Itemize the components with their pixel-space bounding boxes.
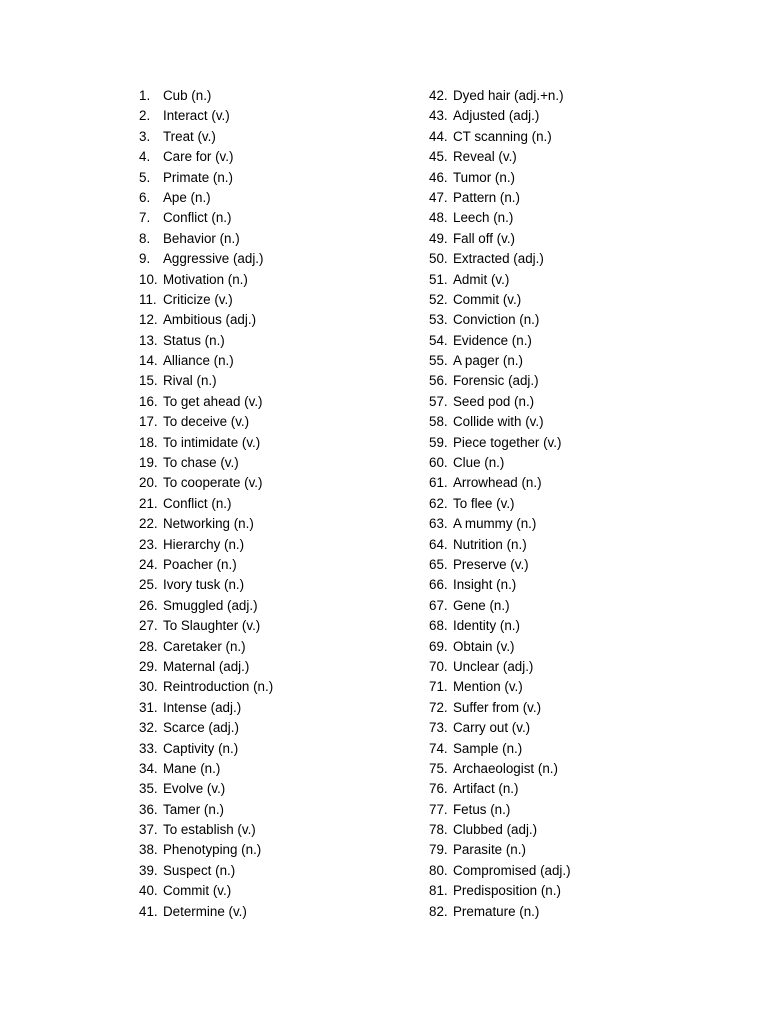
item-number: 50. — [429, 251, 448, 267]
item-term: Suspect (n.) — [163, 862, 236, 878]
vocabulary-item — [139, 433, 419, 453]
item-term: Conflict (n.) — [163, 210, 232, 226]
item-term: Carry out (v.) — [453, 720, 531, 736]
item-number: 68. — [429, 618, 448, 634]
item-number: 41. — [139, 903, 158, 919]
item-term: To get ahead (v.) — [163, 393, 263, 409]
vocabulary-item — [429, 718, 729, 738]
item-term: Collide with (v.) — [453, 414, 544, 430]
vocabulary-item — [429, 575, 729, 595]
vocabulary-item — [139, 229, 419, 249]
item-term: Archaeologist (n.) — [453, 760, 558, 776]
item-number: 20. — [139, 475, 158, 491]
item-term: A pager (n.) — [453, 353, 523, 369]
item-number: 16. — [139, 393, 158, 409]
item-term: Commit (v.) — [453, 291, 522, 307]
item-term: Evidence (n.) — [453, 332, 532, 348]
vocabulary-item — [139, 168, 419, 188]
item-term: Unclear (adj.) — [453, 658, 534, 674]
item-term: Mane (n.) — [163, 760, 221, 776]
vocabulary-item — [429, 229, 729, 249]
item-number: 38. — [139, 842, 158, 858]
item-number: 44. — [429, 128, 448, 144]
item-term: Tamer (n.) — [163, 801, 225, 817]
item-term: Poacher (n.) — [163, 556, 237, 572]
vocabulary-item — [429, 596, 729, 616]
item-number: 31. — [139, 699, 158, 715]
item-term: Evolve (v.) — [163, 781, 226, 797]
vocabulary-item — [139, 351, 419, 371]
item-term: Sample (n.) — [453, 740, 523, 756]
item-term: Fall off (v.) — [453, 230, 516, 246]
item-number: 82. — [429, 903, 448, 919]
vocabulary-item — [429, 188, 729, 208]
item-number: 22. — [139, 516, 158, 532]
item-term: To cooperate (v.) — [163, 475, 263, 491]
item-number: 47. — [429, 189, 448, 205]
item-number: 21. — [139, 495, 158, 511]
vocabulary-item — [429, 351, 729, 371]
vocabulary-item — [139, 494, 419, 514]
vocabulary-item — [139, 820, 419, 840]
vocabulary-item — [139, 637, 419, 657]
vocabulary-item — [429, 555, 729, 575]
vocabulary-item — [429, 331, 729, 351]
item-number: 7. — [139, 210, 151, 226]
item-term: Maternal (adj.) — [163, 658, 250, 674]
item-number: 12. — [139, 312, 158, 328]
item-number: 61. — [429, 475, 448, 491]
item-number: 28. — [139, 638, 158, 654]
item-number: 58. — [429, 414, 448, 430]
item-term: Ape (n.) — [163, 189, 211, 205]
item-term: Parasite (n.) — [453, 842, 526, 858]
item-number: 57. — [429, 393, 448, 409]
item-number: 62. — [429, 495, 448, 511]
item-number: 65. — [429, 556, 448, 572]
vocabulary-item — [429, 453, 729, 473]
vocabulary-item — [429, 494, 729, 514]
item-term: To deceive (v.) — [163, 414, 250, 430]
item-term: Conflict (n.) — [163, 495, 232, 511]
item-term: Seed pod (n.) — [453, 393, 535, 409]
vocabulary-item — [139, 535, 419, 555]
item-term: Arrowhead (n.) — [453, 475, 542, 491]
item-term: Determine (v.) — [163, 903, 247, 919]
vocabulary-item — [139, 840, 419, 860]
item-number: 49. — [429, 230, 448, 246]
item-number: 23. — [139, 536, 158, 552]
item-number: 9. — [139, 251, 151, 267]
vocabulary-item — [139, 881, 419, 901]
item-term: Treat (v.) — [163, 128, 216, 144]
item-term: To chase (v.) — [163, 455, 239, 471]
vocabulary-item — [139, 249, 419, 269]
vocabulary-item — [139, 392, 419, 412]
item-number: 35. — [139, 781, 158, 797]
item-term: Interact (v.) — [163, 108, 230, 124]
item-term: Ivory tusk (n.) — [163, 577, 245, 593]
item-number: 8. — [139, 230, 151, 246]
item-term: To intimidate (v.) — [163, 434, 261, 450]
vocabulary-item — [139, 290, 419, 310]
item-term: Predisposition (n.) — [453, 883, 561, 899]
vocabulary-item — [139, 596, 419, 616]
vocabulary-item — [429, 290, 729, 310]
item-number: 25. — [139, 577, 158, 593]
vocabulary-item — [429, 371, 729, 391]
vocabulary-item — [429, 759, 729, 779]
item-number: 77. — [429, 801, 448, 817]
vocabulary-item — [429, 392, 729, 412]
item-number: 76. — [429, 781, 448, 797]
item-number: 71. — [429, 679, 448, 695]
item-number: 59. — [429, 434, 448, 450]
item-term: Adjusted (adj.) — [453, 108, 540, 124]
item-number: 33. — [139, 740, 158, 756]
vocabulary-item — [139, 779, 419, 799]
vocabulary-item — [429, 514, 729, 534]
item-number: 55. — [429, 353, 448, 369]
item-term: Caretaker (n.) — [163, 638, 246, 654]
vocabulary-item — [139, 718, 419, 738]
item-number: 64. — [429, 536, 448, 552]
item-term: Rival (n.) — [163, 373, 217, 389]
vocabulary-item — [139, 371, 419, 391]
item-term: Obtain (v.) — [453, 638, 515, 654]
item-term: Networking (n.) — [163, 516, 254, 532]
item-term: Fetus (n.) — [453, 801, 511, 817]
item-term: Insight (n.) — [453, 577, 517, 593]
vocabulary-item — [429, 208, 729, 228]
item-term: To flee (v.) — [453, 495, 515, 511]
item-number: 26. — [139, 597, 158, 613]
item-number: 66. — [429, 577, 448, 593]
vocabulary-item — [429, 902, 729, 922]
vocabulary-item — [139, 147, 419, 167]
item-term: Care for (v.) — [163, 149, 234, 165]
item-term: Phenotyping (n.) — [163, 842, 262, 858]
vocabulary-item — [429, 412, 729, 432]
vocabulary-item — [139, 270, 419, 290]
item-term: Preserve (v.) — [453, 556, 529, 572]
vocabulary-item — [139, 861, 419, 881]
vocabulary-item — [429, 310, 729, 330]
item-number: 6. — [139, 189, 151, 205]
item-number: 39. — [139, 862, 158, 878]
item-number: 2. — [139, 108, 151, 124]
item-number: 14. — [139, 353, 158, 369]
item-number: 81. — [429, 883, 448, 899]
vocabulary-item — [139, 555, 419, 575]
item-term: Forensic (adj.) — [453, 373, 539, 389]
item-term: Tumor (n.) — [453, 169, 515, 185]
item-number: 3. — [139, 128, 151, 144]
item-term: Captivity (n.) — [163, 740, 239, 756]
item-number: 53. — [429, 312, 448, 328]
vocabulary-item — [139, 800, 419, 820]
item-term: Hierarchy (n.) — [163, 536, 245, 552]
vocabulary-item — [429, 698, 729, 718]
vocabulary-item — [139, 473, 419, 493]
vocabulary-item — [429, 86, 729, 106]
item-number: 40. — [139, 883, 158, 899]
item-term: Intense (adj.) — [163, 699, 242, 715]
vocabulary-item — [139, 759, 419, 779]
item-number: 80. — [429, 862, 448, 878]
item-number: 5. — [139, 169, 151, 185]
item-number: 79. — [429, 842, 448, 858]
item-number: 67. — [429, 597, 448, 613]
item-term: Aggressive (adj.) — [163, 251, 264, 267]
vocabulary-item — [139, 331, 419, 351]
item-number: 30. — [139, 679, 158, 695]
vocabulary-item — [429, 249, 729, 269]
vocabulary-item — [429, 739, 729, 759]
item-number: 34. — [139, 760, 158, 776]
item-term: Piece together (v.) — [453, 434, 562, 450]
item-number: 73. — [429, 720, 448, 736]
item-number: 51. — [429, 271, 448, 287]
item-number: 17. — [139, 414, 158, 430]
item-term: Suffer from (v.) — [453, 699, 542, 715]
item-term: A mummy (n.) — [453, 516, 537, 532]
vocabulary-item — [139, 677, 419, 697]
vocabulary-item — [429, 433, 729, 453]
vocabulary-item — [429, 779, 729, 799]
item-term: Cub (n.) — [163, 88, 212, 103]
vocabulary-item — [429, 637, 729, 657]
item-number: 4. — [139, 149, 151, 165]
item-number: 24. — [139, 556, 158, 572]
item-term: Status (n.) — [163, 332, 225, 348]
item-term: Premature (n.) — [453, 903, 540, 919]
vocabulary-item — [429, 616, 729, 636]
item-number: 74. — [429, 740, 448, 756]
item-number: 45. — [429, 149, 448, 165]
item-number: 11. — [139, 291, 157, 307]
item-term: Mention (v.) — [453, 679, 523, 695]
item-term: Commit (v.) — [163, 883, 232, 899]
vocabulary-item — [139, 106, 419, 126]
vocabulary-list-right — [429, 86, 729, 922]
vocabulary-item — [139, 208, 419, 228]
item-term: To establish (v.) — [163, 822, 256, 838]
item-term: Scarce (adj.) — [163, 720, 239, 736]
item-number: 78. — [429, 822, 448, 838]
vocabulary-item — [429, 800, 729, 820]
vocabulary-item — [139, 86, 419, 106]
item-number: 42. — [429, 88, 448, 103]
item-term: Identity (n.) — [453, 618, 520, 634]
item-number: 52. — [429, 291, 448, 307]
item-number: 13. — [139, 332, 158, 348]
item-number: 27. — [139, 618, 158, 634]
item-term: Compromised (adj.) — [453, 862, 571, 878]
item-term: Dyed hair (adj.+n.) — [453, 88, 564, 103]
vocabulary-item — [429, 820, 729, 840]
item-number: 60. — [429, 455, 448, 471]
vocabulary-item — [139, 616, 419, 636]
item-term: Leech (n.) — [453, 210, 514, 226]
vocabulary-item — [139, 698, 419, 718]
item-term: CT scanning (n.) — [453, 128, 552, 144]
item-term: Primate (n.) — [163, 169, 233, 185]
item-term: Clue (n.) — [453, 455, 505, 471]
vocabulary-item — [429, 147, 729, 167]
vocabulary-item — [139, 575, 419, 595]
item-number: 72. — [429, 699, 448, 715]
vocabulary-item — [139, 188, 419, 208]
item-term: Extracted (adj.) — [453, 251, 544, 267]
item-number: 48. — [429, 210, 448, 226]
item-number: 37. — [139, 822, 158, 838]
item-term: Admit (v.) — [453, 271, 510, 287]
item-number: 54. — [429, 332, 448, 348]
vocabulary-item — [429, 861, 729, 881]
item-term: Reintroduction (n.) — [163, 679, 274, 695]
vocabulary-item — [429, 657, 729, 677]
vocabulary-item — [139, 453, 419, 473]
vocabulary-item — [429, 127, 729, 147]
item-number: 19. — [139, 455, 158, 471]
vocabulary-item — [429, 881, 729, 901]
item-number: 69. — [429, 638, 448, 654]
vocabulary-item — [429, 677, 729, 697]
item-term: Criticize (v.) — [163, 291, 233, 307]
item-number: 63. — [429, 516, 448, 532]
vocabulary-item — [139, 127, 419, 147]
vocabulary-item — [139, 739, 419, 759]
item-number: 32. — [139, 720, 158, 736]
item-number: 1. — [139, 88, 151, 103]
item-term: Pattern (n.) — [453, 189, 520, 205]
item-number: 29. — [139, 658, 158, 674]
item-term: Conviction (n.) — [453, 312, 540, 328]
vocabulary-list-left — [139, 86, 419, 922]
vocabulary-item — [139, 902, 419, 922]
item-term: Ambitious (adj.) — [163, 312, 257, 328]
item-term: Nutrition (n.) — [453, 536, 527, 552]
item-term: Smuggled (adj.) — [163, 597, 258, 613]
vocabulary-item — [429, 473, 729, 493]
vocabulary-item — [429, 106, 729, 126]
item-number: 75. — [429, 760, 448, 776]
item-number: 46. — [429, 169, 448, 185]
vocabulary-item — [139, 412, 419, 432]
item-number: 43. — [429, 108, 448, 124]
vocabulary-item — [429, 270, 729, 290]
vocabulary-item — [139, 310, 419, 330]
item-term: Clubbed (adj.) — [453, 822, 538, 838]
item-number: 15. — [139, 373, 158, 389]
item-term: Behavior (n.) — [163, 230, 240, 246]
item-number: 70. — [429, 658, 448, 674]
vocabulary-item — [139, 657, 419, 677]
item-term: Gene (n.) — [453, 597, 510, 613]
item-term: Alliance (n.) — [163, 353, 234, 369]
vocabulary-item — [429, 840, 729, 860]
vocabulary-item — [429, 168, 729, 188]
item-term: Motivation (n.) — [163, 271, 248, 287]
item-number: 18. — [139, 434, 158, 450]
item-number: 10. — [139, 271, 158, 287]
item-term: Reveal (v.) — [453, 149, 517, 165]
vocabulary-item — [139, 514, 419, 534]
item-term: Artifact (n.) — [453, 781, 519, 797]
item-term: To Slaughter (v.) — [163, 618, 261, 634]
item-number: 36. — [139, 801, 158, 817]
item-number: 56. — [429, 373, 448, 389]
vocabulary-item — [429, 535, 729, 555]
